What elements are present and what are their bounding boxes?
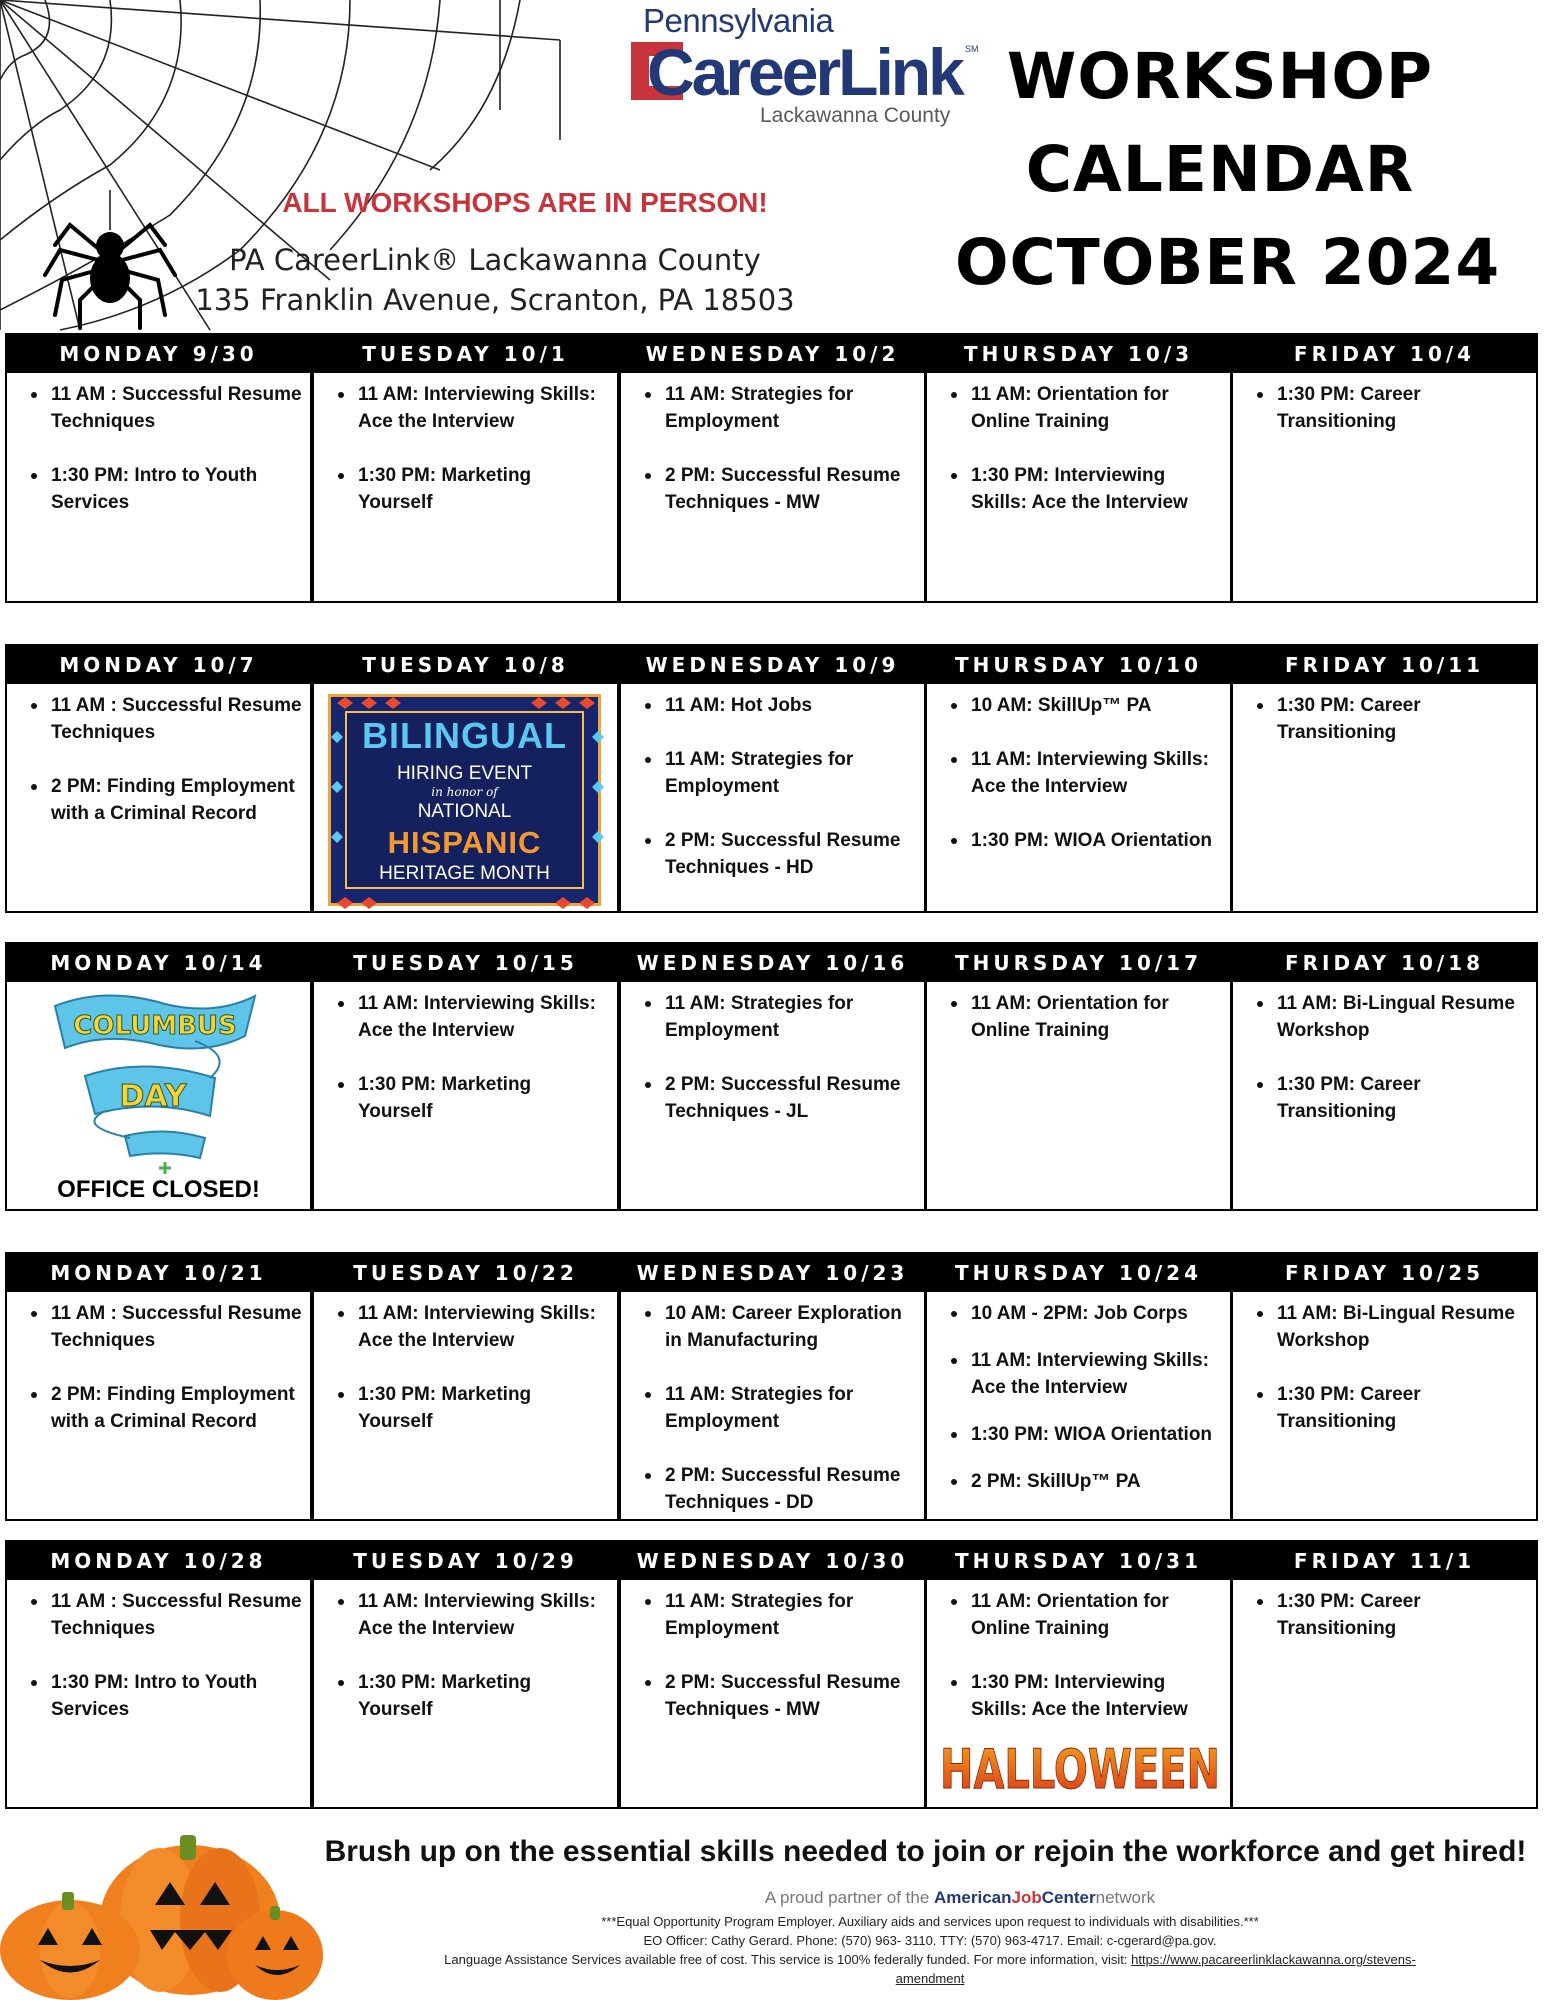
workshop-item: 2 PM: Successful Resume Techniques - MW xyxy=(641,1669,916,1723)
logo-state-text: Pennsylvania xyxy=(643,2,834,39)
day-cell xyxy=(312,942,619,1211)
day-header: WEDNESDAY 10/23 xyxy=(621,1254,924,1292)
day-cell xyxy=(619,333,926,603)
workshop-item: 2 PM: Finding Employment with a Criminal Record xyxy=(27,1381,302,1435)
day-cell xyxy=(5,942,312,1211)
workshop-item: 11 AM: Interviewing Skills: Ace the Interview xyxy=(334,990,609,1044)
day-header: MONDAY 10/14 xyxy=(7,944,310,982)
workshop-item: 10 AM - 2PM: Job Corps xyxy=(947,1300,1222,1327)
workshop-list xyxy=(621,1580,924,1723)
workshop-item: 1:30 PM: Interviewing Skills: Ace the Interview xyxy=(947,462,1222,516)
bilingual-hiring-event-banner xyxy=(328,694,601,906)
workshop-list xyxy=(621,684,924,881)
spider-icon xyxy=(40,190,180,330)
workshop-item: 1:30 PM: Career Transitioning xyxy=(1253,1381,1528,1435)
in-person-notice: ALL WORKSHOPS ARE IN PERSON! xyxy=(282,187,768,218)
workshop-list xyxy=(1233,1292,1536,1435)
workshop-list xyxy=(927,684,1230,854)
partner-job: Job xyxy=(1011,1888,1042,1907)
workshop-item: 11 AM: Bi-Lingual Resume Workshop xyxy=(1253,1300,1528,1354)
workshop-item: 1:30 PM: Marketing Yourself xyxy=(334,462,609,516)
workshop-item: 11 AM: Interviewing Skills: Ace the Interview xyxy=(334,1588,609,1642)
eo-officer-contact: EO Officer: Cathy Gerard. Phone: (570) 963- 3110. TTY: (570) 963-4717. Email: c-cgerard@pa.gov. xyxy=(643,1933,1217,1948)
workshop-item: 11 AM : Successful Resume Techniques xyxy=(27,1300,302,1354)
day-cell xyxy=(619,1540,926,1809)
halloween-word: HALLOWEEN xyxy=(940,1738,1220,1801)
office-closed-notice: OFFICE CLOSED! xyxy=(57,1176,260,1203)
workshop-list xyxy=(7,1292,310,1435)
logo-service-mark: SM xyxy=(965,44,979,54)
workshop-list xyxy=(314,1580,617,1723)
workshop-item: 11 AM: Strategies for Employment xyxy=(641,1588,916,1642)
day-header: MONDAY 10/7 xyxy=(7,646,310,684)
workshop-list xyxy=(314,1292,617,1435)
language-assistance-statement xyxy=(330,1950,1530,1988)
day-header: TUESDAY 10/29 xyxy=(314,1542,617,1580)
day-cell xyxy=(619,644,926,913)
day-header: FRIDAY 10/4 xyxy=(1233,335,1536,373)
workshop-item: 1:30 PM: Marketing Yourself xyxy=(334,1669,609,1723)
day-cell xyxy=(1231,1540,1538,1809)
day-cell xyxy=(925,333,1232,603)
national-text: NATIONAL xyxy=(417,801,512,822)
day-cell xyxy=(1231,644,1538,913)
workshop-item: 2 PM: SkillUp™ PA xyxy=(947,1468,1222,1495)
day-cell xyxy=(312,644,619,913)
day-header: TUESDAY 10/22 xyxy=(314,1254,617,1292)
workshop-item: 1:30 PM: WIOA Orientation xyxy=(947,1421,1222,1448)
workshop-list xyxy=(927,982,1230,1044)
day-cell xyxy=(312,1252,619,1521)
workshop-item: 10 AM: SkillUp™ PA xyxy=(947,692,1222,719)
day-header: TUESDAY 10/1 xyxy=(314,335,617,373)
workshop-list xyxy=(1233,684,1536,746)
workshop-item: 11 AM: Orientation for Online Training xyxy=(947,990,1222,1044)
workshop-item: 11 AM: Interviewing Skills: Ace the Interview xyxy=(334,1300,609,1354)
workshop-item: 11 AM : Successful Resume Techniques xyxy=(27,381,302,435)
workshop-list xyxy=(1233,373,1536,435)
day-header: MONDAY 10/21 xyxy=(7,1254,310,1292)
workshop-item: 11 AM: Interviewing Skills: Ace the Interview xyxy=(947,1347,1222,1401)
workshop-item: 11 AM : Successful Resume Techniques xyxy=(27,692,302,746)
day-cell xyxy=(619,1252,926,1521)
workshop-item: 1:30 PM: Marketing Yourself xyxy=(334,1381,609,1435)
workshop-item: 1:30 PM: Interviewing Skills: Ace the Interview xyxy=(947,1669,1222,1723)
workshop-item: 11 AM: Bi-Lingual Resume Workshop xyxy=(1253,990,1528,1044)
address-line-1: PA CareerLink® Lackawanna County xyxy=(229,243,761,277)
halloween-text-graphic xyxy=(935,1732,1225,1802)
day-header: THURSDAY 10/3 xyxy=(927,335,1230,373)
pumpkins-illustration xyxy=(0,1810,320,2000)
day-header: THURSDAY 10/24 xyxy=(927,1254,1230,1292)
workshop-item: 11 AM : Successful Resume Techniques xyxy=(27,1588,302,1642)
day-header: WEDNESDAY 10/2 xyxy=(621,335,924,373)
day-cell xyxy=(5,1540,312,1809)
day-header: TUESDAY 10/8 xyxy=(314,646,617,684)
workshop-item: 11 AM: Strategies for Employment xyxy=(641,1381,916,1435)
day-cell xyxy=(925,644,1232,913)
workshop-list xyxy=(621,1292,924,1516)
day-header: THURSDAY 10/10 xyxy=(927,646,1230,684)
workshop-list xyxy=(314,373,617,516)
workshop-list xyxy=(1233,982,1536,1125)
ajc-partner-line xyxy=(560,1888,1360,1908)
workshop-item: 11 AM: Interviewing Skills: Ace the Interview xyxy=(334,381,609,435)
day-header: WEDNESDAY 10/16 xyxy=(621,944,924,982)
workshop-list xyxy=(7,1580,310,1723)
day-header: THURSDAY 10/31 xyxy=(927,1542,1230,1580)
workshop-item: 1:30 PM: Intro to Youth Services xyxy=(27,1669,302,1723)
day-header: THURSDAY 10/17 xyxy=(927,944,1230,982)
day-cell xyxy=(1231,333,1538,603)
workshop-item: 1:30 PM: Career Transitioning xyxy=(1253,692,1528,746)
workshop-list xyxy=(927,1292,1230,1495)
stevens-amendment-link-cont[interactable]: amendment xyxy=(895,1971,965,1986)
eop-statement: ***Equal Opportunity Program Employer. Auxiliary aids and services upon request to individuals with disabilities.*** xyxy=(601,1914,1259,1929)
day-header: WEDNESDAY 10/9 xyxy=(621,646,924,684)
day-cell xyxy=(925,1252,1232,1521)
workshop-item: 11 AM: Strategies for Employment xyxy=(641,990,916,1044)
workshop-list xyxy=(7,373,310,516)
workshop-list xyxy=(1233,1580,1536,1642)
day-header: TUESDAY 10/15 xyxy=(314,944,617,982)
workshop-item: 1:30 PM: Career Transitioning xyxy=(1253,1588,1528,1642)
workshop-list xyxy=(927,373,1230,516)
hiring-event-text: HIRING EVENT xyxy=(396,763,533,784)
workshop-item: 2 PM: Successful Resume Techniques - MW xyxy=(641,462,916,516)
logo-brand-text: CareerLink xyxy=(647,35,962,109)
logo-county-text: Lackawanna County xyxy=(760,104,951,127)
day-word: DAY xyxy=(119,1079,187,1114)
workshop-item: 1:30 PM: Intro to Youth Services xyxy=(27,462,302,516)
day-cell xyxy=(5,1252,312,1521)
day-header: FRIDAY 10/11 xyxy=(1233,646,1536,684)
workshop-item: 1:30 PM: Career Transitioning xyxy=(1253,1071,1528,1125)
pa-careerlink-logo xyxy=(625,0,985,135)
columbus-day-banner-icon xyxy=(45,986,275,1176)
day-cell xyxy=(925,942,1232,1211)
workshop-item: 11 AM: Orientation for Online Training xyxy=(947,1588,1222,1642)
workshop-list xyxy=(927,1580,1230,1723)
workshop-item: 11 AM: Orientation for Online Training xyxy=(947,381,1222,435)
day-header: FRIDAY 10/18 xyxy=(1233,944,1536,982)
day-cell xyxy=(312,333,619,603)
calendar-title xyxy=(955,30,1501,309)
title-line: OCTOBER 2024 xyxy=(955,226,1501,299)
workshop-item: 1:30 PM: WIOA Orientation xyxy=(947,827,1222,854)
address-line-2: 135 Franklin Avenue, Scranton, PA 18503 xyxy=(195,283,795,317)
workshop-item: 2 PM: Successful Resume Techniques - DD xyxy=(641,1462,916,1516)
columbus-word: COLUMBUS xyxy=(73,1011,237,1041)
day-cell xyxy=(1231,942,1538,1211)
workshop-item: 11 AM: Interviewing Skills: Ace the Interview xyxy=(947,746,1222,800)
workshop-item: 2 PM: Successful Resume Techniques - HD xyxy=(641,827,916,881)
workshop-list xyxy=(314,982,617,1125)
day-cell xyxy=(312,1540,619,1809)
workshop-item: 2 PM: Finding Employment with a Criminal Record xyxy=(27,773,302,827)
in-honor-of-text: in honor of xyxy=(431,785,498,799)
workshop-list xyxy=(621,982,924,1125)
day-cell xyxy=(619,942,926,1211)
bilingual-title: BILINGUAL xyxy=(362,715,567,756)
workshop-list xyxy=(7,684,310,827)
workshop-item: 1:30 PM: Career Transitioning xyxy=(1253,381,1528,435)
workshop-item: 11 AM: Strategies for Employment xyxy=(641,381,916,435)
day-header: MONDAY 10/28 xyxy=(7,1542,310,1580)
footer-tagline: Brush up on the essential skills needed to join or rejoin the workforce and get hired! xyxy=(324,1835,1527,1868)
day-cell xyxy=(5,644,312,913)
day-cell xyxy=(1231,1252,1538,1521)
title-line: WORKSHOP xyxy=(1006,40,1434,113)
day-header: MONDAY 9/30 xyxy=(7,335,310,373)
workshop-item: 2 PM: Successful Resume Techniques - JL xyxy=(641,1071,916,1125)
workshop-list xyxy=(621,373,924,516)
partner-center: Center xyxy=(1041,1888,1096,1907)
workshop-item: 11 AM: Strategies for Employment xyxy=(641,746,916,800)
workshop-item: 10 AM: Career Exploration in Manufacturing xyxy=(641,1300,916,1354)
language-text: Language Assistance Services available free of cost. This service is 100% federally funded. For more information, visit: xyxy=(444,1952,1132,1967)
stevens-amendment-link[interactable]: https://www.pacareerlinklackawanna.org/stevens- xyxy=(1131,1952,1416,1967)
workshop-item: 11 AM: Hot Jobs xyxy=(641,692,916,719)
workshop-item: 1:30 PM: Marketing Yourself xyxy=(334,1071,609,1125)
title-line: CALENDAR xyxy=(1025,133,1415,206)
partner-prefix: A proud partner of the xyxy=(764,1888,935,1907)
day-header: FRIDAY 11/1 xyxy=(1233,1542,1536,1580)
partner-suffix: network xyxy=(1095,1888,1156,1907)
day-header: WEDNESDAY 10/30 xyxy=(621,1542,924,1580)
heritage-month-text: HERITAGE MONTH xyxy=(379,863,550,884)
hispanic-text: HISPANIC xyxy=(387,825,542,860)
day-cell xyxy=(925,1540,1232,1809)
partner-american: American xyxy=(934,1888,1012,1907)
day-cell xyxy=(5,333,312,603)
day-header: FRIDAY 10/25 xyxy=(1233,1254,1536,1292)
